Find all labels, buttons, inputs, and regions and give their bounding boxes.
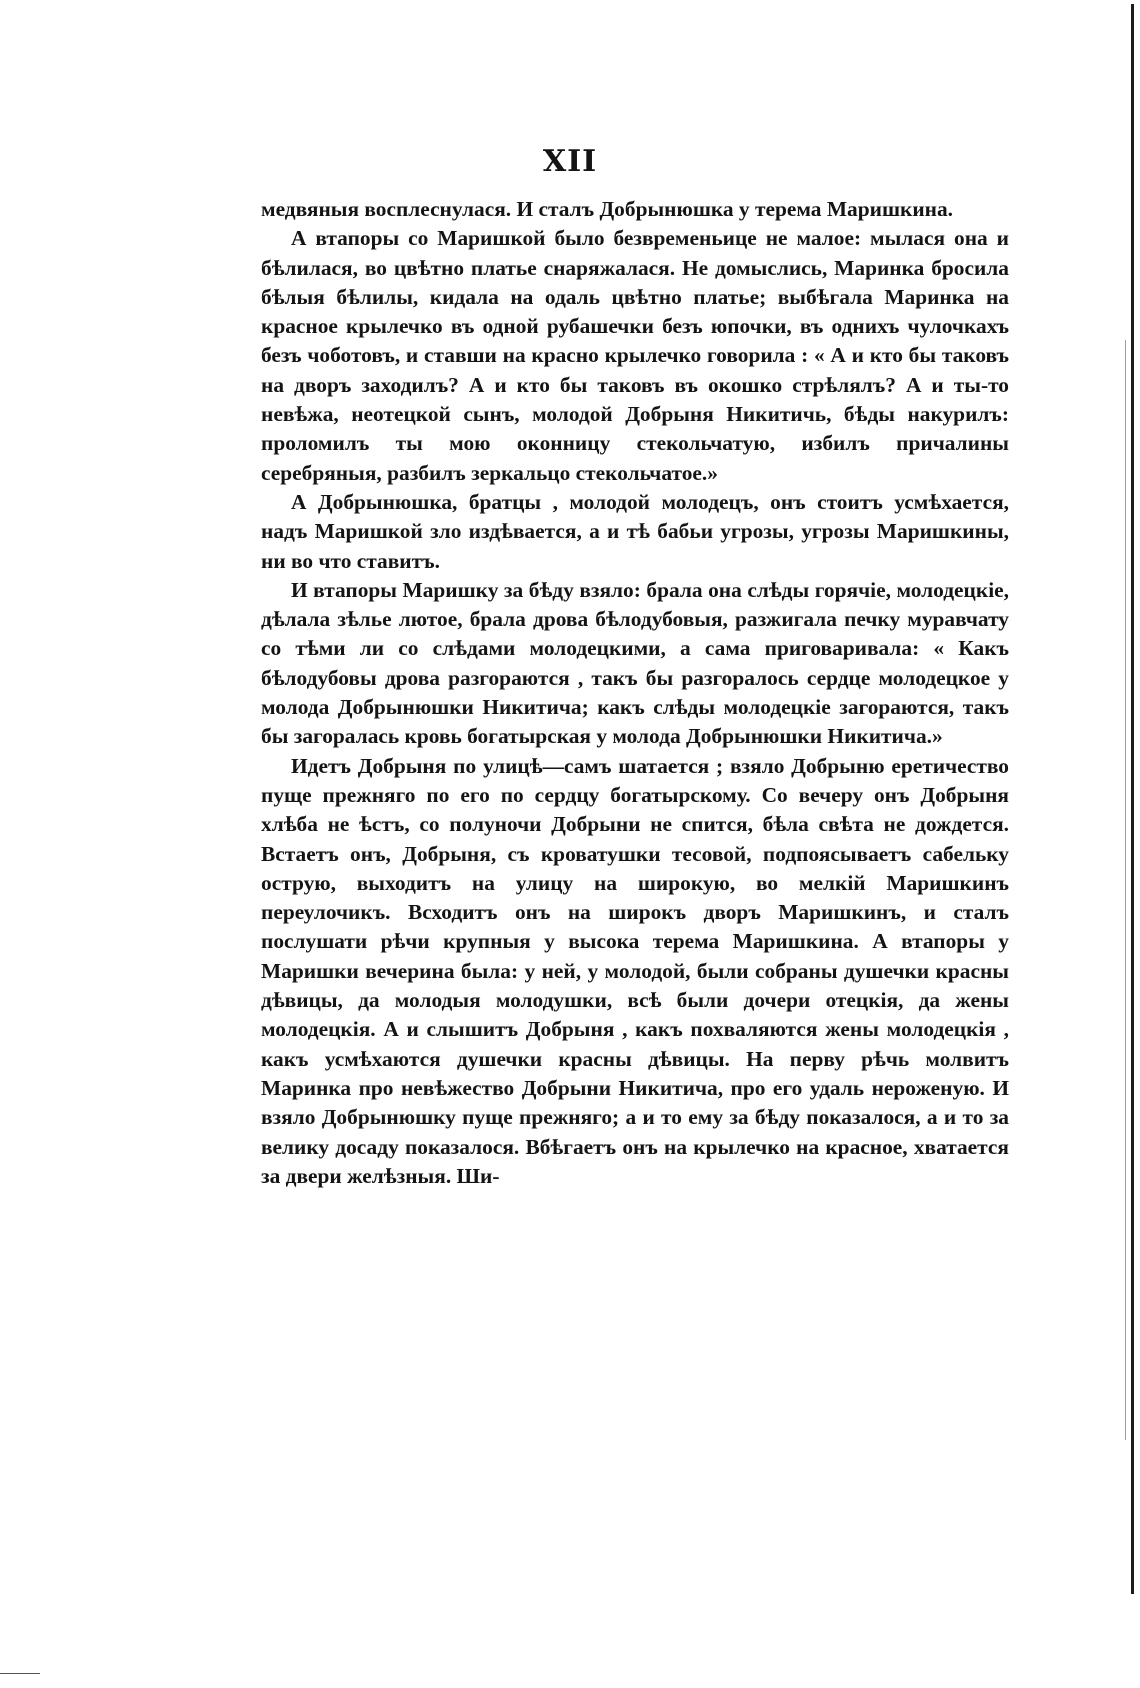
paragraph: А втапоры со Маришкой было безвременьице не малое: мылася она и бѣлилася, во цвѣтно платье снаряжалася. Не домыслись, Маринка бросила бѣлыя бѣлилы, кидала на одаль цвѣтно платье; выбѣгала Маринка на красное крылечко въ одной рубашечки безъ юпочки, въ однихъ чулочкахъ безъ чоботовъ, и ставши на красно крылечко говорила : « А и кто бы таковъ на дворъ заходилъ? А и кто бы таковъ въ окошко стрѣлялъ? А и ты-то невѣжа, неотецкой сынъ, молодой Добрыня Никитичь, бѣды накурилъ: проломилъ ты мою оконницу стекольчатую, избилъ причалины серебряныя, разбилъ зеркальцо стекольчатое.» <box>261 226 1009 485</box>
body-text <box>261 195 1009 1191</box>
paragraph: А Добрынюшка, братцы , молодой молодецъ, онъ стоитъ усмѣхается, надъ Маришкой зло издѣвается, а и тѣ бабьи угрозы, угрозы Маришкины, ни во что ставитъ. <box>261 489 1009 573</box>
paragraph: Идетъ Добрыня по улицѣ—самъ шатается ; взяло Добрыню еретичество пуще прежняго по его по сердцу богатырскому. Со вечеру онъ Добрыня хлѣба не ѣстъ, со полуночи Добрыни не спится, бѣла свѣта не дождется. Встаетъ онъ, Добрыня, съ кроватушки тесовой, подпоясываетъ сабельку острую, выходитъ на улицу на широкую, во мелкій Маришкинъ переулочикъ. Всходитъ онъ на широкъ дворъ Маришкинъ, и сталъ послушати рѣчи крупныя у высока терема Маришкина. А втапоры у Маришки вечерина была: у ней, у молодой, были собраны душечки красны дѣвицы, да молодыя молодушки, всѣ были дочери отецкія, да жены молодецкія. А и слышитъ Добрыня , какъ похваляются жены молодецкія , какъ усмѣхаются душечки красны дѣвицы. На перву рѣчь молвитъ Маринка про невѣжество Добрыни Никитича, про его удаль нероженую. И взяло Добрынюшку пуще прежняго; а и то ему за бѣду показалося, а и то за велику досаду показалося. Вбѣгаетъ онъ на крылечко на красное, хватается за двери желѣзныя. Ши- <box>261 753 1009 1188</box>
scan-mark <box>0 1673 40 1674</box>
paragraph-continued: медвяныя восплеснулася. И сталъ Добрынюшка у терема Маришкина. <box>261 197 954 221</box>
page-edge-line <box>1131 4 1134 1594</box>
paragraph: И втапоры Маришку за бѣду взяло: брала она слѣды горячіе, молодецкіе, дѣлала зѣлье лютое, брала дрова бѣлодубовыя, разжигала печку муравчату со тѣми ли со слѣдами молодецкими, а сама приговаривала: « Какъ бѣлодубовы дрова разгораются , такъ бы разгоралось сердце молодецкое у молода Добрынюшки Никитича; какъ слѣды молодецкіе загораются, такъ бы загоралась кровь богатырская у молода Добрынюшки Никитича.» <box>261 577 1009 749</box>
page-edge-shadow <box>1125 340 1126 1440</box>
page-number: XII <box>542 144 598 179</box>
